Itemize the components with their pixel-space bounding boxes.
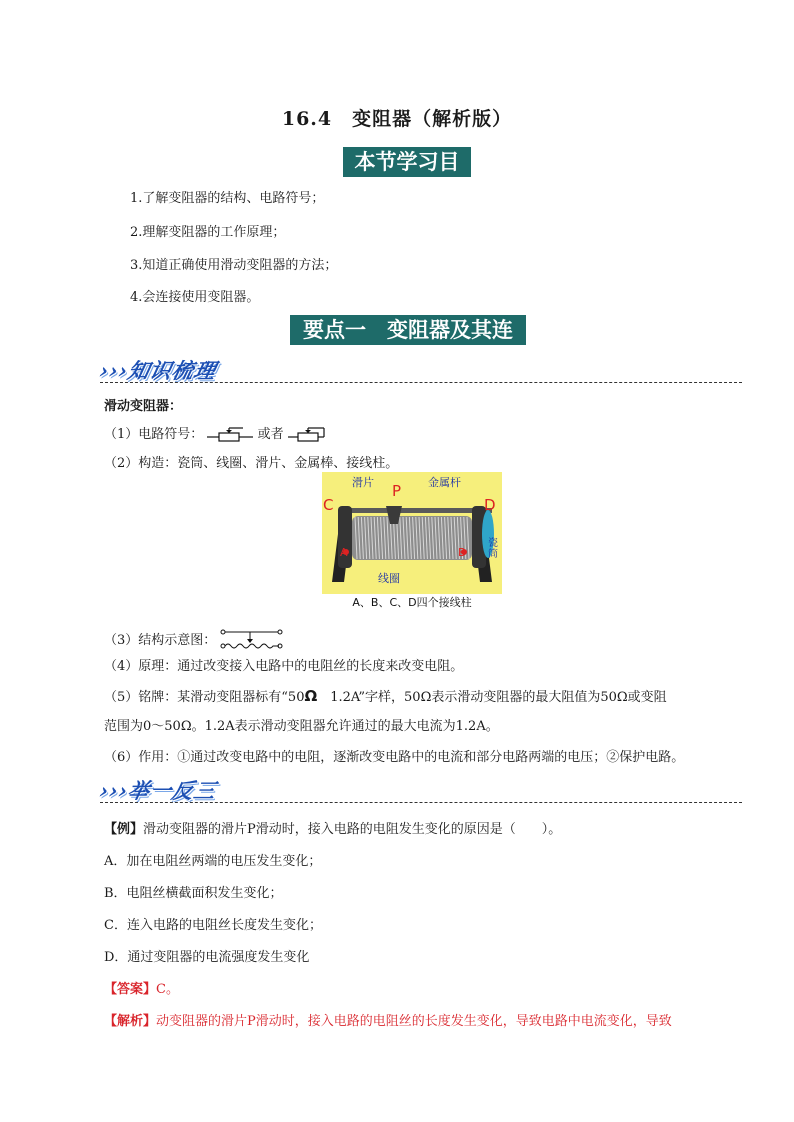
label-b: B [458, 546, 466, 559]
item5-part-a: （5）铭牌：某滑动变阻器标有“50 [104, 690, 305, 705]
analysis-line [104, 1010, 672, 1029]
item-5-nameplate-line1 [104, 686, 667, 705]
figure-caption: A、B、C、D四个接线柱 [352, 596, 472, 609]
rheostat-figure [322, 472, 502, 610]
chevron-arrows-icon: ››› [97, 778, 131, 803]
label-a: A [340, 546, 348, 559]
label-d: D [484, 496, 496, 514]
rheostat-symbol-1-icon [207, 427, 253, 443]
objective-1: 1.了解变阻器的结构、电路符号； [130, 191, 325, 206]
objective-4: 4.会连接使用变阻器。 [130, 290, 260, 305]
item-5-nameplate-line2: 范围为0～50Ω。1.2A表示滑动变阻器允许通过的最大电流为1.2A。 [104, 719, 499, 734]
item-2-construction: （2）构造：瓷筒、线圈、滑片、金属棒、接线柱。 [104, 456, 399, 471]
label-rod: 金属杆 [428, 476, 461, 489]
practice-heading-text: 举一反三 [125, 778, 219, 803]
label-tube: 瓷筒 [488, 538, 498, 560]
label-coil: 线圈 [378, 572, 400, 585]
chevron-arrows-icon: ››› [97, 358, 131, 383]
knowledge-heading-text: 知识梳理 [125, 358, 219, 383]
label-p: P [392, 482, 402, 500]
item-3-structure-diagram [104, 626, 284, 652]
item1-label: （1）电路符号： [104, 427, 204, 442]
item-1-circuit-symbol [104, 423, 330, 443]
item3-label: （3）结构示意图： [104, 633, 217, 648]
metal-rod [342, 508, 492, 513]
example-text: 滑动变阻器的滑片P滑动时，接入电路的电阻发生变化的原因是（ ）。 [143, 822, 562, 837]
answer-text: C。 [156, 982, 179, 997]
practice-section-heading [97, 775, 220, 805]
sliding-rheostat-heading: 滑动变阻器： [104, 399, 183, 414]
objective-2: 2.理解变阻器的工作原理； [130, 225, 286, 240]
page-title: 16.4 变阻器（解析版） [281, 108, 513, 130]
rheostat-symbol-2-icon [288, 427, 330, 443]
item-4-principle: （4）原理：通过改变接入电路中的电阻丝的长度来改变电阻。 [104, 659, 464, 674]
item5-part-b: 1.2A”字样，50Ω表示滑动变阻器的最大阻值为50Ω或变阻 [317, 690, 667, 705]
item-6-function: （6）作用：①通过改变电路中的电阻，逐渐改变电路中的电流和部分电路两端的电压；②保护电路。 [104, 750, 685, 765]
answer-label: 【答案】 [104, 982, 157, 997]
option-d: D．通过变阻器的电流强度发生变化 [104, 950, 310, 965]
example-question [104, 818, 561, 837]
example-label: 【例】 [104, 822, 144, 837]
item1-or-text: 或者 [257, 427, 284, 442]
omega-symbol: Ω [304, 687, 318, 705]
point1-banner: 要点一 变阻器及其连接 [290, 315, 526, 345]
dashed-divider [100, 382, 742, 383]
answer-line [104, 978, 179, 997]
label-slider: 滑片 [352, 476, 374, 489]
structure-diagram-icon [220, 626, 284, 652]
analysis-label: 【解析】 [104, 1014, 157, 1029]
dashed-divider [100, 802, 742, 803]
objectives-banner: 本节学习目标 [343, 147, 471, 177]
knowledge-section-heading [97, 355, 220, 385]
analysis-text: 动变阻器的滑片P滑动时，接入电路的电阻丝的长度发生变化，导致电路中电流变化，导致 [156, 1014, 672, 1029]
objective-3: 3.知道正确使用滑动变阻器的方法； [130, 258, 338, 273]
label-c: C [323, 496, 334, 514]
option-c: C．连入电路的电阻丝长度发生变化； [104, 918, 322, 933]
option-a: A．加在电阻丝两端的电压发生变化； [104, 854, 322, 869]
option-b: B．电阻丝横截面积发生变化； [104, 886, 283, 901]
